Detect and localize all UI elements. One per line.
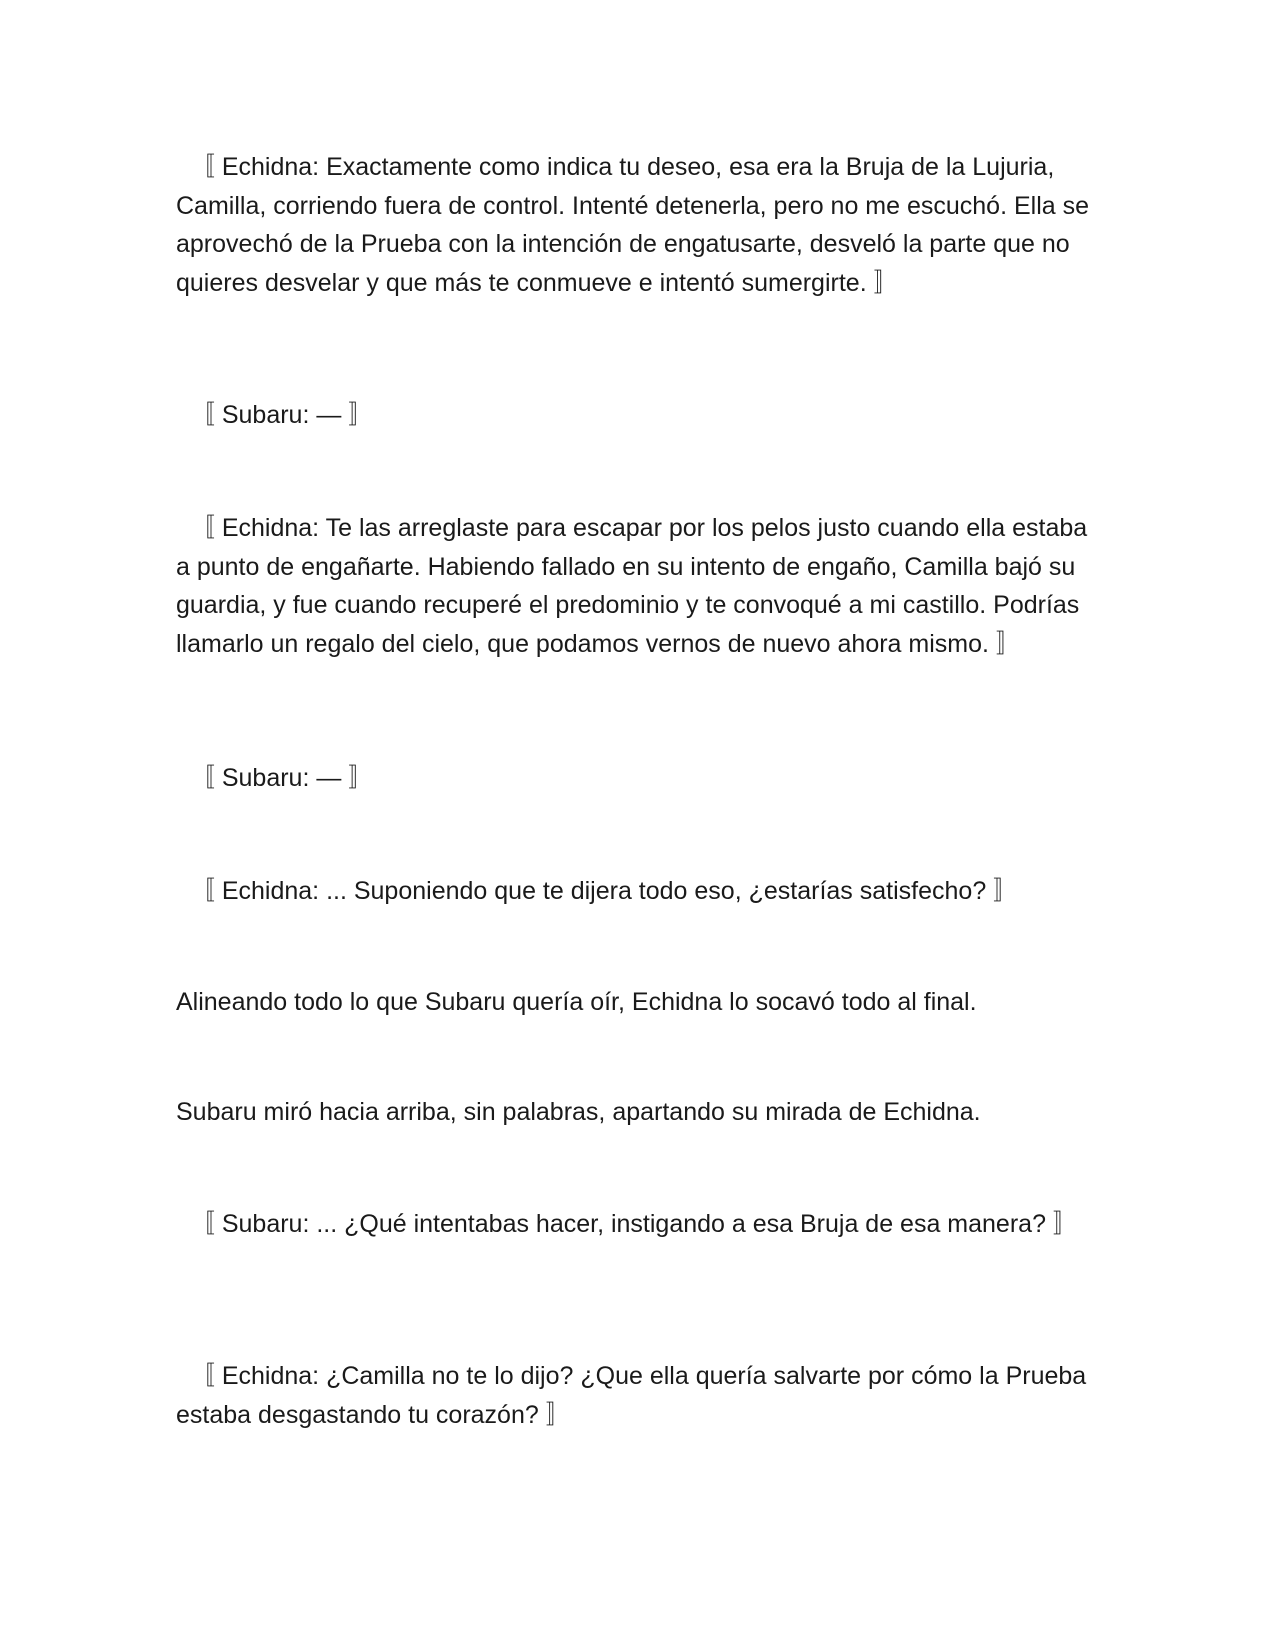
dialogue-echidna-2: 〚 Echidna: Te las arreglaste para escapar por los pelos justo cuando ella estaba a punto de engañarte. Habiendo fallado en su intento de engaño, Camilla bajó su guardia, y fue cuando recuperé el predominio y te convoqué a mi castillo. Podrías llamarlo un regalo del cielo, que podamos vernos de nuevo ahora mismo. 〛 [176,514,1088,658]
dialogue-subaru-1: 〚 Subaru: — 〛 [176,401,374,429]
narration-paragraph-1: Alineando todo lo que Subaru quería oír, Echidna lo socavó todo al final. [176,988,977,1016]
narration-paragraph-2: Subaru miró hacia arriba, sin palabras, apartando su mirada de Echidna. [176,1098,981,1126]
dialogue-echidna-4: 〚 Echidna: ¿Camilla no te lo dijo? ¿Que ella quería salvarte por cómo la Prueba estaba desgastando tu corazón? 〛 [176,1362,1087,1429]
dialogue-echidna-1: 〚 Echidna: Exactamente como indica tu deseo, esa era la Bruja de la Lujuria, Camilla, corriendo fuera de control. Intenté detenerla, pero no me escuchó. Ella se aprovechó de la Prueba con la intención de engatusarte, desveló la parte que no quieres desvelar y que más te conmueve e intentó sumergirte. 〛 [176,153,1090,297]
dialogue-echidna-3: 〚 Echidna: ... Suponiendo que te dijera todo eso, ¿estarías satisfecho? 〛 [176,877,1019,905]
dialogue-subaru-2: 〚 Subaru: — 〛 [176,764,374,792]
dialogue-subaru-3: 〚 Subaru: ... ¿Qué intentabas hacer, instigando a esa Bruja de esa manera? 〛 [176,1210,1078,1238]
